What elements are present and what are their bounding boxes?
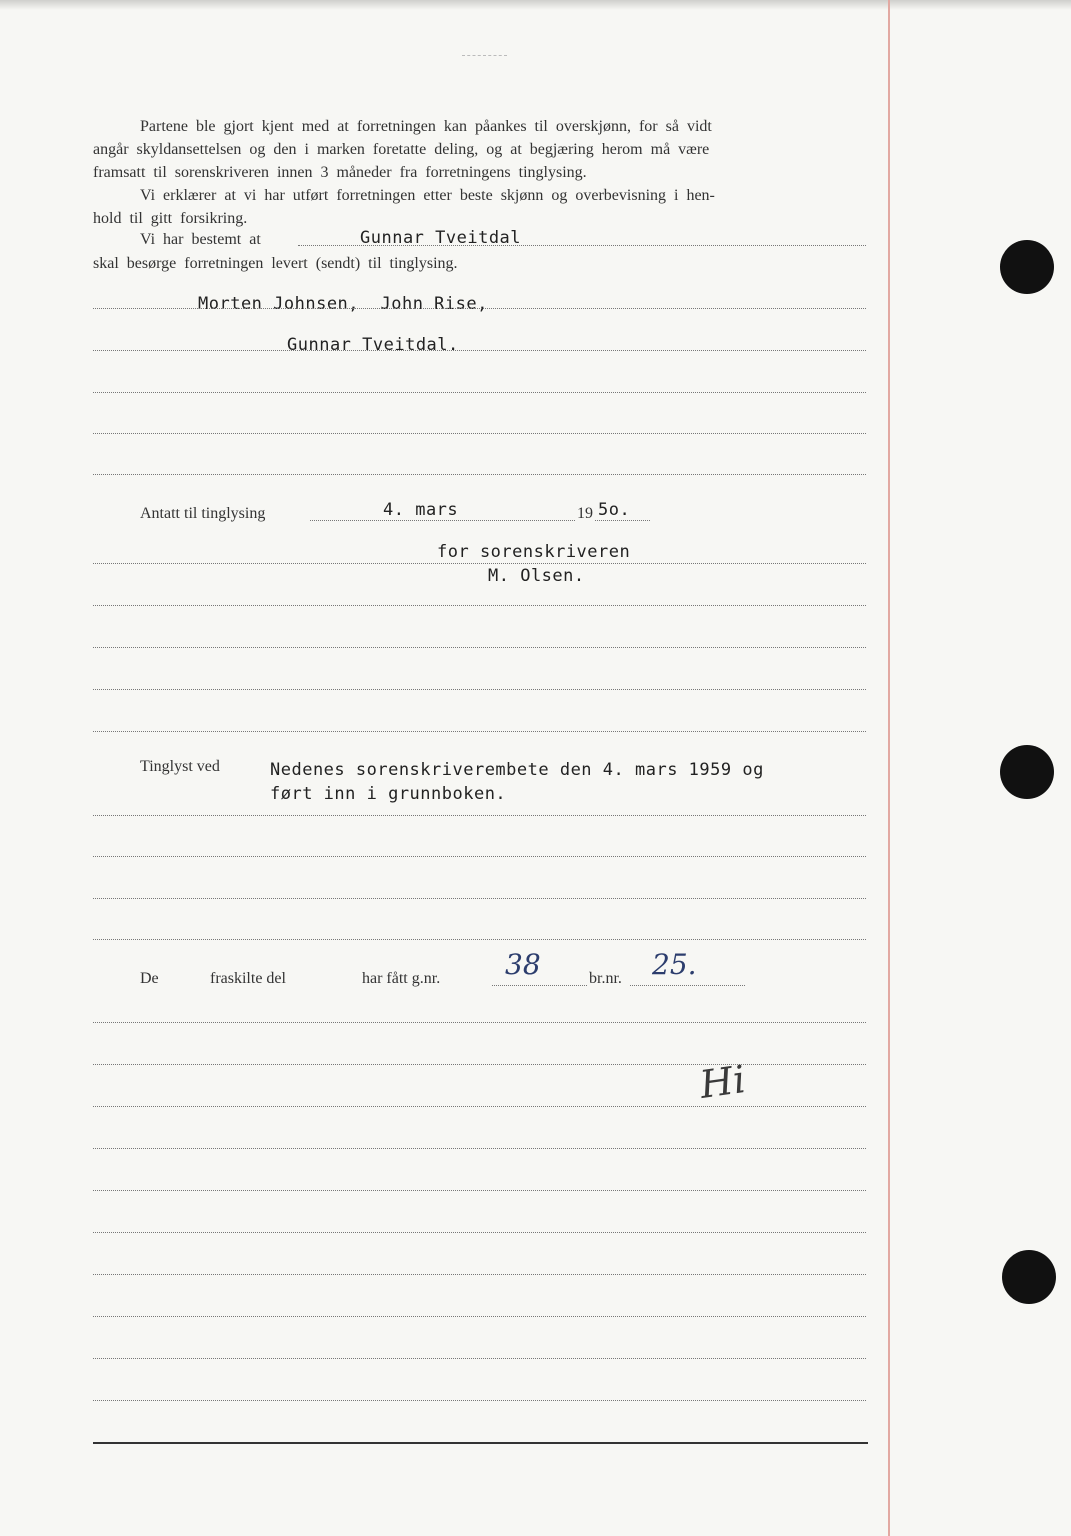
punch-hole	[1002, 1250, 1056, 1304]
header-line-4: Vi erklærer at vi har utført forretningen etter beste skjønn og overbevisning i hen-	[140, 187, 715, 204]
header-line-2: angår skyldansettelsen og den i marken foretatte deling, og at begjæring herom må være	[93, 141, 710, 158]
header-line-3: framsatt til sorenskriveren innen 3 måneder fra forretningens tinglysing.	[93, 164, 587, 181]
bestemt-label: Vi har bestemt at	[140, 231, 261, 248]
header-line-1: Partene ble gjort kjent med at forretningen kan påankes til overskjønn, for så vidt	[140, 118, 712, 135]
ruled-line	[93, 647, 866, 648]
ruled-line	[93, 433, 866, 434]
ruled-line	[93, 815, 866, 816]
ruled-line	[93, 1232, 866, 1233]
brnr-line	[630, 985, 745, 986]
ruled-line	[93, 308, 866, 309]
besorge-text: skal besørge forretningen levert (sendt) til tinglysing.	[93, 255, 458, 272]
signatures-line-2: Gunnar Tveitdal.	[287, 335, 459, 355]
ruled-line	[93, 392, 866, 393]
antatt-date: 4. mars	[383, 500, 459, 520]
ruled-line	[93, 605, 866, 606]
ruled-line	[93, 1148, 866, 1149]
ruled-line	[93, 1190, 866, 1191]
ruled-line	[93, 1106, 866, 1107]
tinglyst-line-1: Nedenes sorenskriverembete den 4. mars 1959 og	[270, 760, 764, 780]
ruled-line	[93, 1064, 866, 1065]
bestemt-name: Gunnar Tveitdal	[360, 228, 522, 248]
antatt-name: M. Olsen.	[488, 566, 585, 586]
fraskilt-de: De	[140, 970, 159, 987]
antatt-year-line	[595, 520, 650, 521]
bottom-rule	[93, 1442, 868, 1444]
gnr-line	[492, 985, 587, 986]
ruled-line	[93, 1400, 866, 1401]
punch-hole	[1000, 240, 1054, 294]
ruled-line	[93, 689, 866, 690]
ruled-line	[93, 563, 866, 564]
ruled-line	[93, 350, 866, 351]
fraskilt-del: fraskilte del	[210, 970, 286, 987]
ruled-line	[93, 1274, 866, 1275]
ruled-line	[93, 856, 866, 857]
antatt-year-prefix: 19	[577, 505, 593, 522]
punch-hole	[1000, 745, 1054, 799]
brnr-value: 25.	[652, 948, 697, 981]
page-top-edge	[0, 0, 1071, 10]
antatt-label: Antatt til tinglysing	[140, 505, 266, 522]
ruled-line	[93, 1358, 866, 1359]
ruled-line	[93, 1022, 866, 1023]
top-dash-mark	[462, 55, 507, 56]
margin-line	[888, 0, 890, 1536]
ruled-line	[93, 898, 866, 899]
initials-signature: Hi	[697, 1057, 749, 1107]
tinglyst-label: Tinglyst ved	[140, 758, 220, 775]
header-line-5: hold til gitt forsikring.	[93, 210, 248, 227]
ruled-line	[93, 939, 866, 940]
signatures-line-1: Morten Johnsen, John Rise,	[198, 294, 488, 314]
fraskilt-har-fatt: har fått g.nr.	[362, 970, 441, 987]
gnr-value: 38	[505, 948, 541, 981]
antatt-for-text: for sorenskriveren	[437, 542, 631, 562]
brnr-label: br.nr.	[589, 970, 622, 987]
tinglyst-line-2: ført inn i grunnboken.	[270, 784, 507, 804]
antatt-year-suffix: 5o.	[598, 500, 631, 520]
ruled-line	[93, 731, 866, 732]
ruled-line	[93, 1316, 866, 1317]
ruled-line	[93, 474, 866, 475]
antatt-date-line	[310, 520, 575, 521]
